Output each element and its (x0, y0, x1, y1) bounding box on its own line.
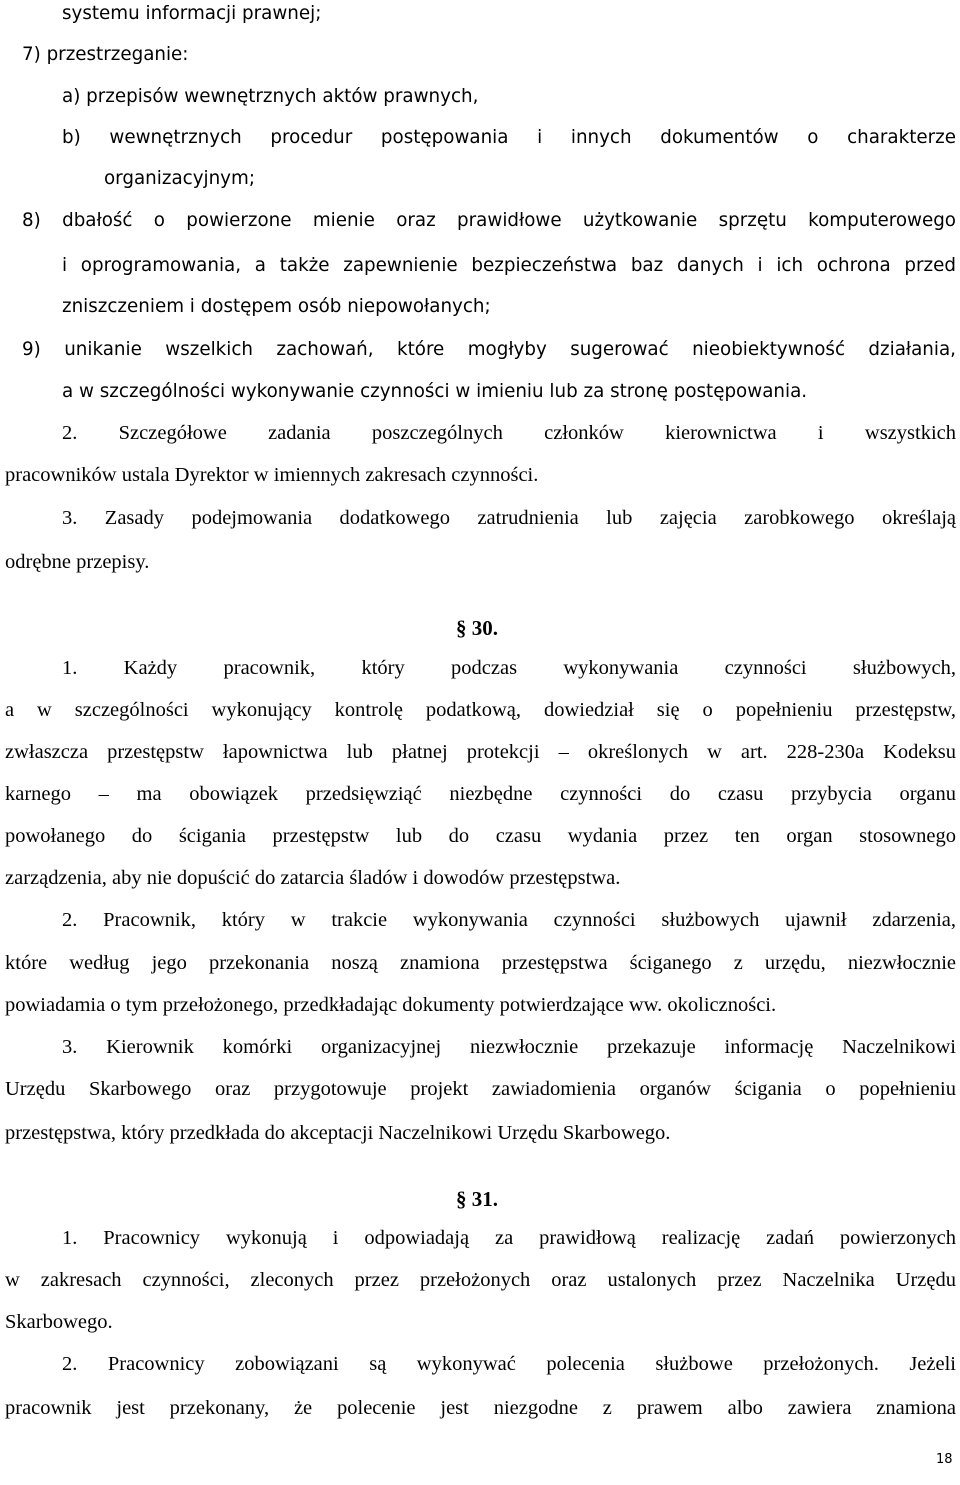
paragraph-1: 1. Pracownicy wykonują i odpowiadają za prawidłową realizację zadań powierzonych (62, 1227, 956, 1249)
text-line: odrębne przepisy. (5, 551, 150, 573)
paragraph-2: 2. Pracownik, który w trakcie wykonywania czynności służbowych ujawnił zdarzenia, (62, 909, 956, 931)
text-line: pracownik jest przekonany, że polecenie jest niezgodne z prawem albo zawiera znamiona (5, 1397, 956, 1419)
paragraph-3: 3. Kierownik komórki organizacyjnej niezwłocznie przekazuje informację Naczelnikowi (62, 1036, 956, 1058)
text-line: zniszczeniem i dostępem osób niepowołanych; (62, 296, 491, 317)
paragraph-2: 2. Szczegółowe zadania poszczególnych członków kierownictwa i wszystkich (62, 422, 956, 444)
text-line: Skarbowego. (5, 1311, 113, 1333)
text-line: a w szczególności wykonywanie czynności w imieniu lub za stronę postępowania. (62, 381, 808, 402)
list-item-8: 8) dbałość o powierzone mienie oraz prawidłowe użytkowanie sprzętu komputerowego (22, 210, 956, 231)
sublist-item-a: a) przepisów wewnętrznych aktów prawnych, (62, 86, 479, 107)
text-line: Urzędu Skarbowego oraz przygotowuje projekt zawiadomienia organów ścigania o popełnieniu (5, 1078, 956, 1100)
text-line: przestępstwa, który przedkłada do akceptacji Naczelnikowi Urzędu Skarbowego. (5, 1122, 671, 1144)
text-line: zwłaszcza przestępstw łapownictwa lub płatnej protekcji – określonych w art. 228-230a Kodeksu (5, 741, 956, 763)
section-heading-31: § 31. (456, 1187, 498, 1211)
text-line: powiadamia o tym przełożonego, przedkładając dokumenty potwierdzające ww. okoliczności. (5, 994, 777, 1016)
text-line: powołanego do ścigania przestępstw lub do czasu wydania przez ten organ stosownego (5, 825, 956, 847)
text-line: organizacyjnym; (104, 168, 255, 189)
paragraph-2: 2. Pracownicy zobowiązani są wykonywać polecenia służbowe przełożonych. Jeżeli (62, 1353, 956, 1375)
text-line: które według jego przekonania noszą znamiona przestępstwa ściganego z urzędu, niezwłocznie (5, 952, 956, 974)
section-heading-30: § 30. (456, 616, 498, 640)
text-line: pracowników ustala Dyrektor w imiennych zakresach czynności. (5, 464, 539, 486)
sublist-item-b: b) wewnętrznych procedur postępowania i innych dokumentów o charakterze (62, 127, 956, 148)
text-line: karnego – ma obowiązek przedsięwziąć niezbędne czynności do czasu przybycia organu (5, 783, 956, 805)
list-item-7: 7) przestrzeganie: (22, 44, 189, 65)
paragraph-1: 1. Każdy pracownik, który podczas wykonywania czynności służbowych, (62, 657, 956, 679)
page-number: 18 (936, 1452, 953, 1467)
text-line: w zakresach czynności, zleconych przez przełożonych oraz ustalonych przez Naczelnika Urzędu (5, 1269, 956, 1291)
text-line: systemu informacji prawnej; (62, 3, 322, 24)
list-item-9: 9) unikanie wszelkich zachowań, które mogłyby sugerować nieobiektywność działania, (22, 339, 956, 360)
text-line: zarządzenia, aby nie dopuścić do zatarcia śladów i dowodów przestępstwa. (5, 867, 621, 889)
paragraph-3: 3. Zasady podejmowania dodatkowego zatrudnienia lub zajęcia zarobkowego określają (62, 507, 956, 529)
text-line: i oprogramowania, a także zapewnienie bezpieczeństwa baz danych i ich ochrona przed (62, 255, 956, 276)
text-line: a w szczególności wykonujący kontrolę podatkową, dowiedział się o popełnieniu przestępstw, (5, 699, 956, 721)
